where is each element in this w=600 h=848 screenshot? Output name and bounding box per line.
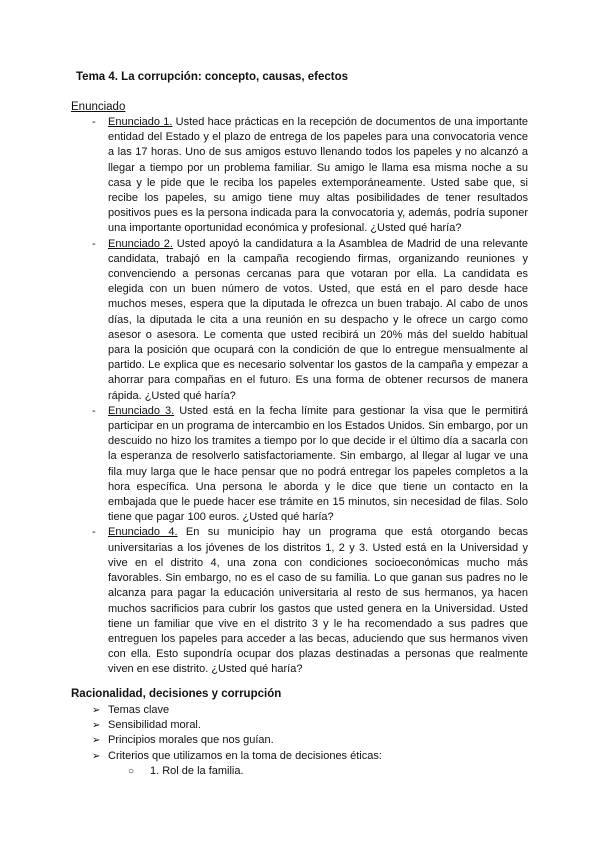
list-item <box>92 237 528 404</box>
list-item <box>92 733 382 748</box>
dash-bullet-icon: - <box>92 116 96 128</box>
sub-bullet-text: 1. Rol de la familia. <box>150 764 244 777</box>
bullet-text: Criterios que utilizamos en la toma de decisiones éticas: <box>108 749 382 762</box>
list-item <box>92 703 382 718</box>
arrow-bullet-icon: ➢ <box>92 720 101 732</box>
item-label: Enunciado 1. <box>108 116 173 128</box>
bullet-text: Sensibilidad moral. <box>108 719 201 732</box>
item-label: Enunciado 2. <box>108 237 173 250</box>
sub-list-item <box>92 764 382 779</box>
item-text: En su municipio hay un programa que está otorgando becas universitarias a los jóvenes de los distritos 1, 2 y 3. Usted está en la Universidad y vive en el distrito 4, una zona con condiciones socioeconómicas mucho más favorables. Sin embargo, no es el caso de su familia. Lo que ganan sus padres no le alcanza para pagar la educación universitaria al resto de sus hermanos, ya hacen muchos sacrificios para cubrir los gastos que usted genera en la Universidad. Usted tiene un familiar que vive en el distrito 3 y le ha recomendado a sus padres que entreguen los papeles para acceder a las becas, aduciendo que sus hermanos viven con ella. Esto supondría ocupar dos plazas destinadas a personas que realmente viven en ese distrito. ¿Usted qué haría? <box>108 526 528 676</box>
arrow-bullet-icon: ➢ <box>92 705 101 716</box>
arrow-bullet-icon: ➢ <box>92 735 101 747</box>
item-label: Enunciado 3. <box>108 404 175 417</box>
enunciados-list <box>92 115 528 678</box>
circle-bullet-icon: ○ <box>128 765 135 777</box>
dash-bullet-icon: - <box>92 526 96 539</box>
list-item <box>92 404 528 526</box>
list-item <box>92 749 382 764</box>
bullet-text: Temas clave <box>108 704 170 716</box>
list-item <box>92 525 528 677</box>
item-text: Usted está en la fecha límite para gestionar la visa que le permitirá participar en un programa de intercambio en los Estados Unidos. Sin embargo, por un descuido no hizo los tramites a tiempo por lo que decide ir el último día a sacarla con la esperanza de resolverlo satisfactoriamente. Sin embargo, al llegar al lugar ve una fila muy larga que le hace pensar que no podrá entregar los papeles completos a la hora específica. Una persona le aborda y le dice que tiene un contacto en la embajada que le puede hacer ese trámite en 15 minutos, sin necesidad de filas. Solo tiene que pagar 100 euros. ¿Usted qué haría? <box>108 404 529 524</box>
bullet-text: Principios morales que nos guían. <box>108 734 274 747</box>
item-text: Usted apoyó la candidatura a la Asamblea de Madrid de una relevante candidata, trabajó en la campaña recogiendo firmas, organizando reuniones y convenciendo a personas cercanas para que votaran por ella. La candidata es elegida con un buen número de votos. Usted, que está en el paro desde hace muchos meses, espera que la diputada le ofrezca un buen trabajo. Al cabo de unos días, la diputada le cita a una reunión en su despacho y le ofrece un cargo como asesor o asesora. Le comenta que usted recibirá un 20% más del sueldo habitual para la posición que ocupará con la condición de que lo entregue mensualmente al partido. Le explica que es necesario solventar los gastos de la campaña y empezar a ahorrar para compañas en el futuro. Es una forma de obtener recursos de manera rápida. ¿Usted qué haría? <box>108 237 528 402</box>
document-title: Tema 4. La corrupción: concepto, causas, efectos <box>76 71 349 83</box>
dash-bullet-icon: - <box>92 404 96 417</box>
item-label: Enunciado 4. <box>108 526 178 539</box>
list-item <box>92 115 528 237</box>
section-heading: Racionalidad, decisiones y corrupción <box>71 688 282 700</box>
list-item <box>92 718 382 733</box>
bullet-list <box>92 703 382 779</box>
enunciado-heading: Enunciado <box>71 101 126 113</box>
arrow-bullet-icon: ➢ <box>92 750 101 762</box>
item-text: Usted hace prácticas en la recepción de documentos de una importante entidad del Estado y el plazo de entrega de los papeles para una convocatoria vence a las 17 horas. Uno de sus amigos estuvo llenando todos los papeles y no alcanzó a llegar a tiempo por un problema familiar. Su amigo le llama esa misma noche a su casa y le pide que le reciba los papeles extemporáneamente. Usted sabe que, si recibe los papeles, su amigo tiene muy altas posibilidades de tener resultados positivos pues es la persona indicada para la convocatoria y, además, podría suponer una importante oportunidad económica y profesional. ¿Usted qué haría? <box>108 116 529 235</box>
dash-bullet-icon: - <box>92 237 96 250</box>
